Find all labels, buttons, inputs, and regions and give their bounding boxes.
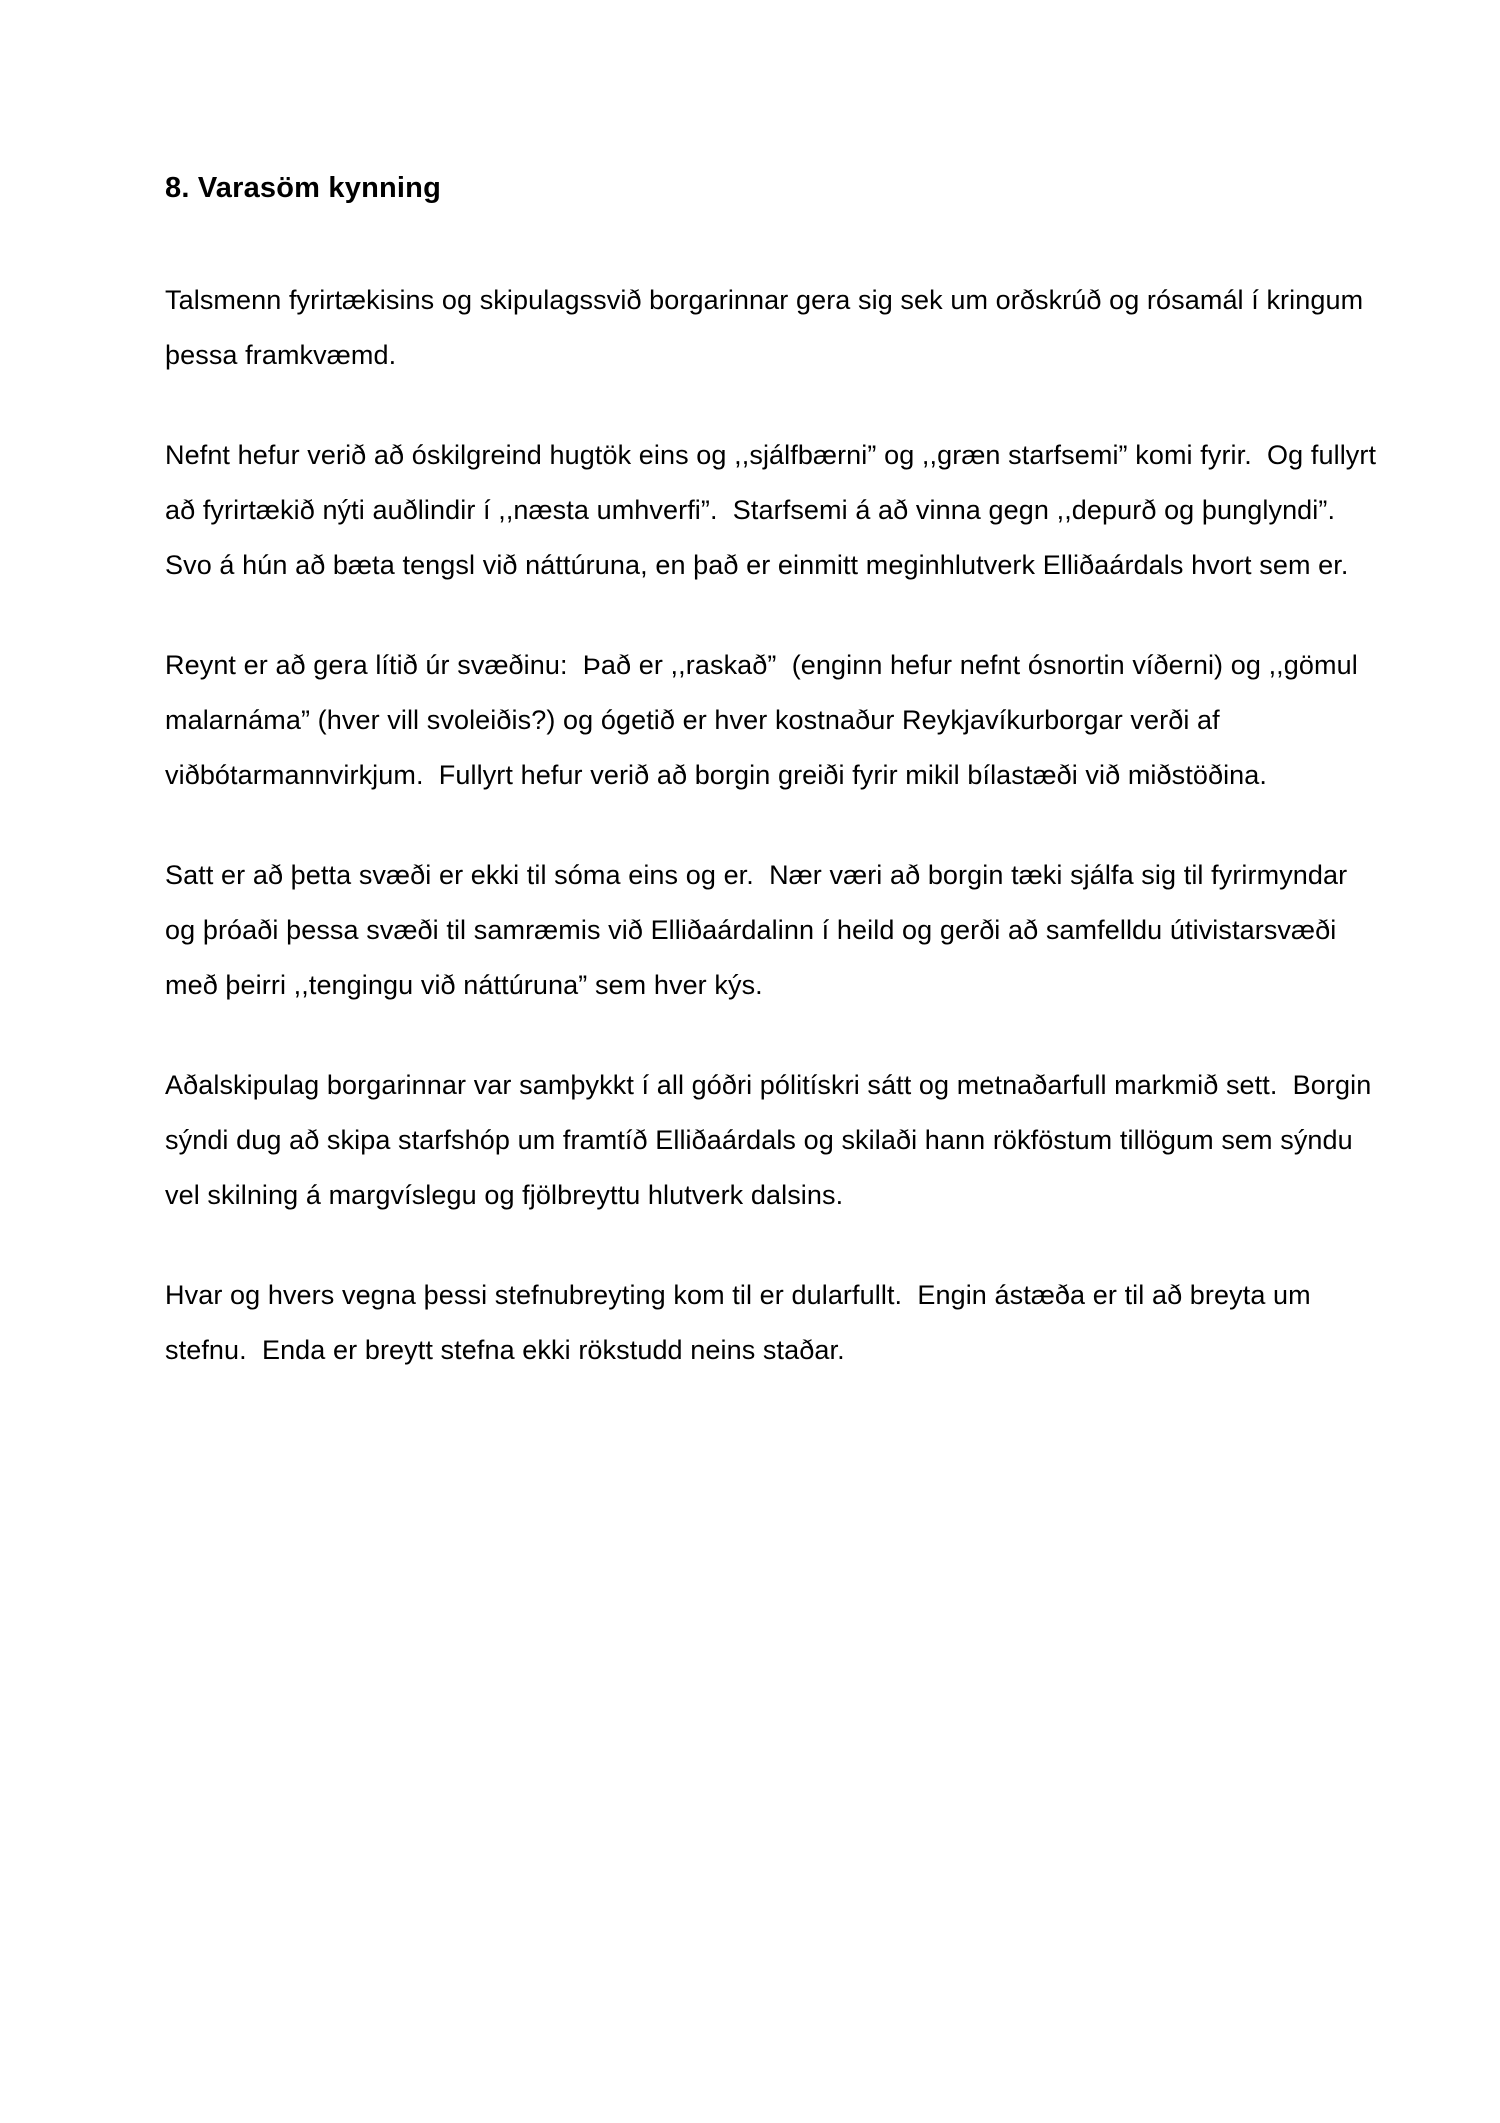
section-heading: 8. Varasöm kynning — [165, 172, 441, 204]
paragraph-6: Hvar og hvers vegna þessi stefnubreyting kom til er dularfullt. Engin ástæða er til að breyta um stefnu. Enda er breytt stefna ekki rökstudd neins staðar. — [165, 1280, 1319, 1365]
paragraph-5: Aðalskipulag borgarinnar var samþykkt í all góðri pólitískri sátt og metnaðarfull markmið sett. Borgin sýndi dug að skipa starfshóp um framtíð Elliðaárdals og skilaði hann rökföstum tillögum sem sýndu vel skilning á margvíslegu og fjölbreyttu hlutverk dalsins. — [165, 1070, 1379, 1210]
paragraph-4: Satt er að þetta svæði er ekki til sóma eins og er. Nær væri að borgin tæki sjálfa sig til fyrirmyndar og þróaði þessa svæði til samræmis við Elliðaárdalinn í heild og gerði að samfelldu útivistarsvæði með þeirri ,,tengingu við náttúruna” sem hver kýs. — [165, 860, 1355, 1000]
paragraph-2: Nefnt hefur verið að óskilgreind hugtök eins og ,,sjálfbærni” og ,,græn starfsemi” komi fyrir. Og fullyrt að fyrirtækið nýti auðlindir í ,,næsta umhverfi”. Starfsemi á að vinna gegn ,,depurð og þunglyndi”. Svo á hún að bæta tengsl við náttúruna, en það er einmitt meginhlutverk Elliðaárdals hvort sem er. — [165, 440, 1384, 580]
paragraph-3: Reynt er að gera lítið úr svæðinu: Það er ,,raskað” (enginn hefur nefnt ósnortin víðerni) og ,,gömul malarnáma” (hver vill svoleiðis?) og ógetið er hver kostnaður Reykjavíkurborgar verði af viðbótarmannvirkjum. Fullyrt hefur verið að borgin greiði fyrir mikil bílastæði við miðstöðina. — [165, 650, 1366, 790]
paragraph-1: Talsmenn fyrirtækisins og skipulagssvið borgarinnar gera sig sek um orðskrúð og rósamál í kringum þessa framkvæmd. — [165, 285, 1371, 370]
